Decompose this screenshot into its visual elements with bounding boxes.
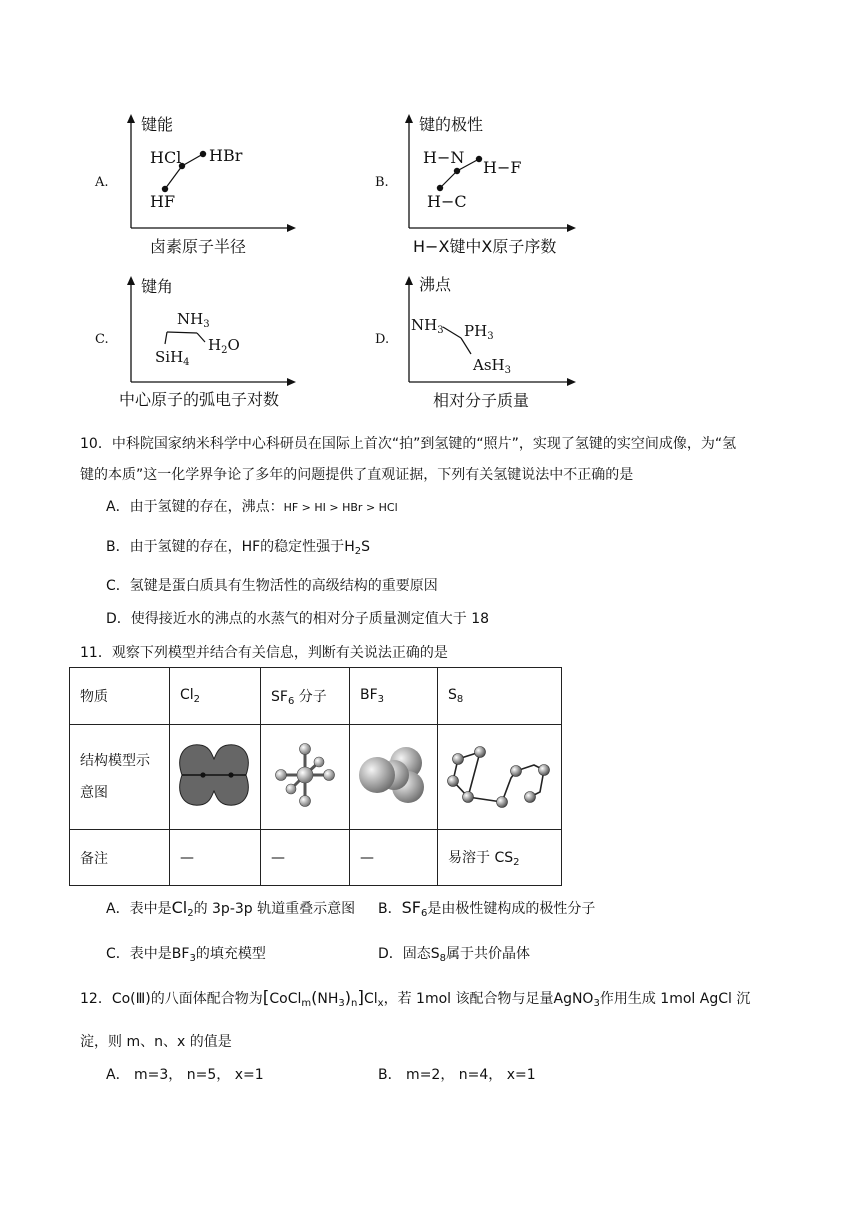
- point-label-nh3: $NH_3$: [177, 310, 210, 330]
- x-axis-label: H−X键中X原子序数: [413, 237, 557, 256]
- q10-option-a: A．由于氢键的存在，沸点：HF > HI > HBr > HCl: [106, 499, 398, 515]
- table-cell: [350, 725, 438, 830]
- table-cell: 结构模型示 意图: [70, 725, 170, 830]
- chart-a: [95, 110, 325, 255]
- point-label-sih4: SiH$_4$: [155, 348, 190, 368]
- q11-option-d: D．固态$S_8$属于共价晶体: [378, 946, 531, 964]
- q10-option-d: D．使得接近水的沸点的水蒸气的相对分子质量测定值大于 18: [106, 611, 490, 627]
- q12-stem-line2: 淀，则 m、n、x 的值是: [80, 1034, 232, 1050]
- table-cell: $BF_3$: [350, 668, 438, 725]
- table-cell: [170, 725, 261, 830]
- bf3-space-filling-image: [350, 725, 437, 825]
- point-label-hbr: HBr: [209, 146, 243, 165]
- q11-option-c: C．表中是$BF_3$的填充模型: [106, 946, 266, 964]
- point-label-hc: H−C: [427, 192, 467, 211]
- s8-ring-image: [438, 725, 561, 825]
- q12-stem-line1: 12．Co(Ⅲ)的八面体配合物为$[CoCl_m(NH_3)_n]Cl_x$，若 1mol 该配合物与足量AgNO$_3$作用生成 1mol AgCl 沉: [80, 988, 751, 1009]
- point-hbr: [200, 151, 206, 157]
- table-row: [70, 668, 562, 725]
- point-hn: [454, 168, 460, 174]
- table-cell: 备注: [70, 830, 170, 886]
- option-letter: B.: [375, 175, 389, 190]
- y-axis-label: 键角: [141, 277, 174, 296]
- x-axis-label: 相对分子质量: [433, 391, 530, 410]
- x-axis-label: 卤素原子半径: [150, 237, 247, 256]
- y-axis-label: 键的极性: [419, 115, 484, 134]
- table-row: [70, 830, 562, 886]
- table-cell: [261, 725, 350, 830]
- point-label-ph3: $PH_3$: [464, 322, 494, 342]
- point-label-h2o: $H_2O$: [208, 336, 240, 356]
- table-cell: —: [170, 830, 261, 886]
- table-cell: 易溶于 $CS_2$: [438, 830, 562, 886]
- q11-model-table: [69, 667, 562, 886]
- option-letter: C.: [95, 332, 109, 347]
- table-cell: —: [350, 830, 438, 886]
- cl2-orbital-overlap-image: [170, 725, 258, 825]
- table-cell: $Cl_2$: [170, 668, 261, 725]
- y-axis-label: 沸点: [419, 275, 452, 294]
- q11-stem: 11．观察下列模型并结合有关信息，判断有关说法正确的是: [80, 645, 448, 661]
- point-label-hf: H−F: [483, 158, 522, 177]
- point-label-nh3: $NH_3$: [411, 316, 444, 336]
- q11-option-b: B．$SF_6$是由极性键构成的极性分子: [378, 898, 596, 919]
- point-hf: [476, 156, 482, 162]
- chart-b: [375, 110, 605, 255]
- q10-stem-line1: 10．中科院国家纳米科学中心科研员在国际上首次“拍”到氢键的“照片”，实现了氢键的实空间成像，为“氢: [80, 436, 737, 452]
- x-axis-label: 中心原子的弧电子对数: [119, 390, 280, 409]
- table-cell: $SF_6$ 分子: [261, 668, 350, 725]
- table-cell: [438, 725, 562, 830]
- table-cell: 物质: [70, 668, 170, 725]
- q11-option-a: A．表中是$Cl_2$的 3p-3p 轨道重叠示意图: [106, 898, 356, 919]
- table-cell: $S_8$: [438, 668, 562, 725]
- point-hc: [437, 185, 443, 191]
- point-label-hf: HF: [150, 192, 176, 211]
- y-axis-label: 键能: [141, 115, 174, 134]
- table-cell: —: [261, 830, 350, 886]
- point-label-ash3: AsH$_3$: [473, 356, 511, 376]
- sf6-ball-stick-image: [261, 725, 349, 825]
- option-letter: D.: [375, 332, 390, 347]
- q12-option-b: B． m=2， n=4， x=1: [378, 1067, 536, 1083]
- chart-c: [95, 272, 325, 412]
- q10-option-b: B．由于氢键的存在，HF的稳定性强于$H_2S$: [106, 539, 370, 557]
- chart-d: [375, 272, 605, 412]
- point-label-hcl: HCl: [150, 148, 182, 167]
- q10-option-c: C．氢键是蛋白质具有生物活性的高级结构的重要原因: [106, 578, 438, 594]
- q12-option-a: A． m=3， n=5， x=1: [106, 1067, 264, 1083]
- q10-stem-line2: 键的本质”这一化学界争论了多年的问题提供了直观证据，下列有关氢键说法中不正确的是: [80, 467, 634, 483]
- table-row: [70, 725, 562, 830]
- point-label-hn: H−N: [423, 148, 465, 167]
- option-letter: A.: [95, 175, 109, 190]
